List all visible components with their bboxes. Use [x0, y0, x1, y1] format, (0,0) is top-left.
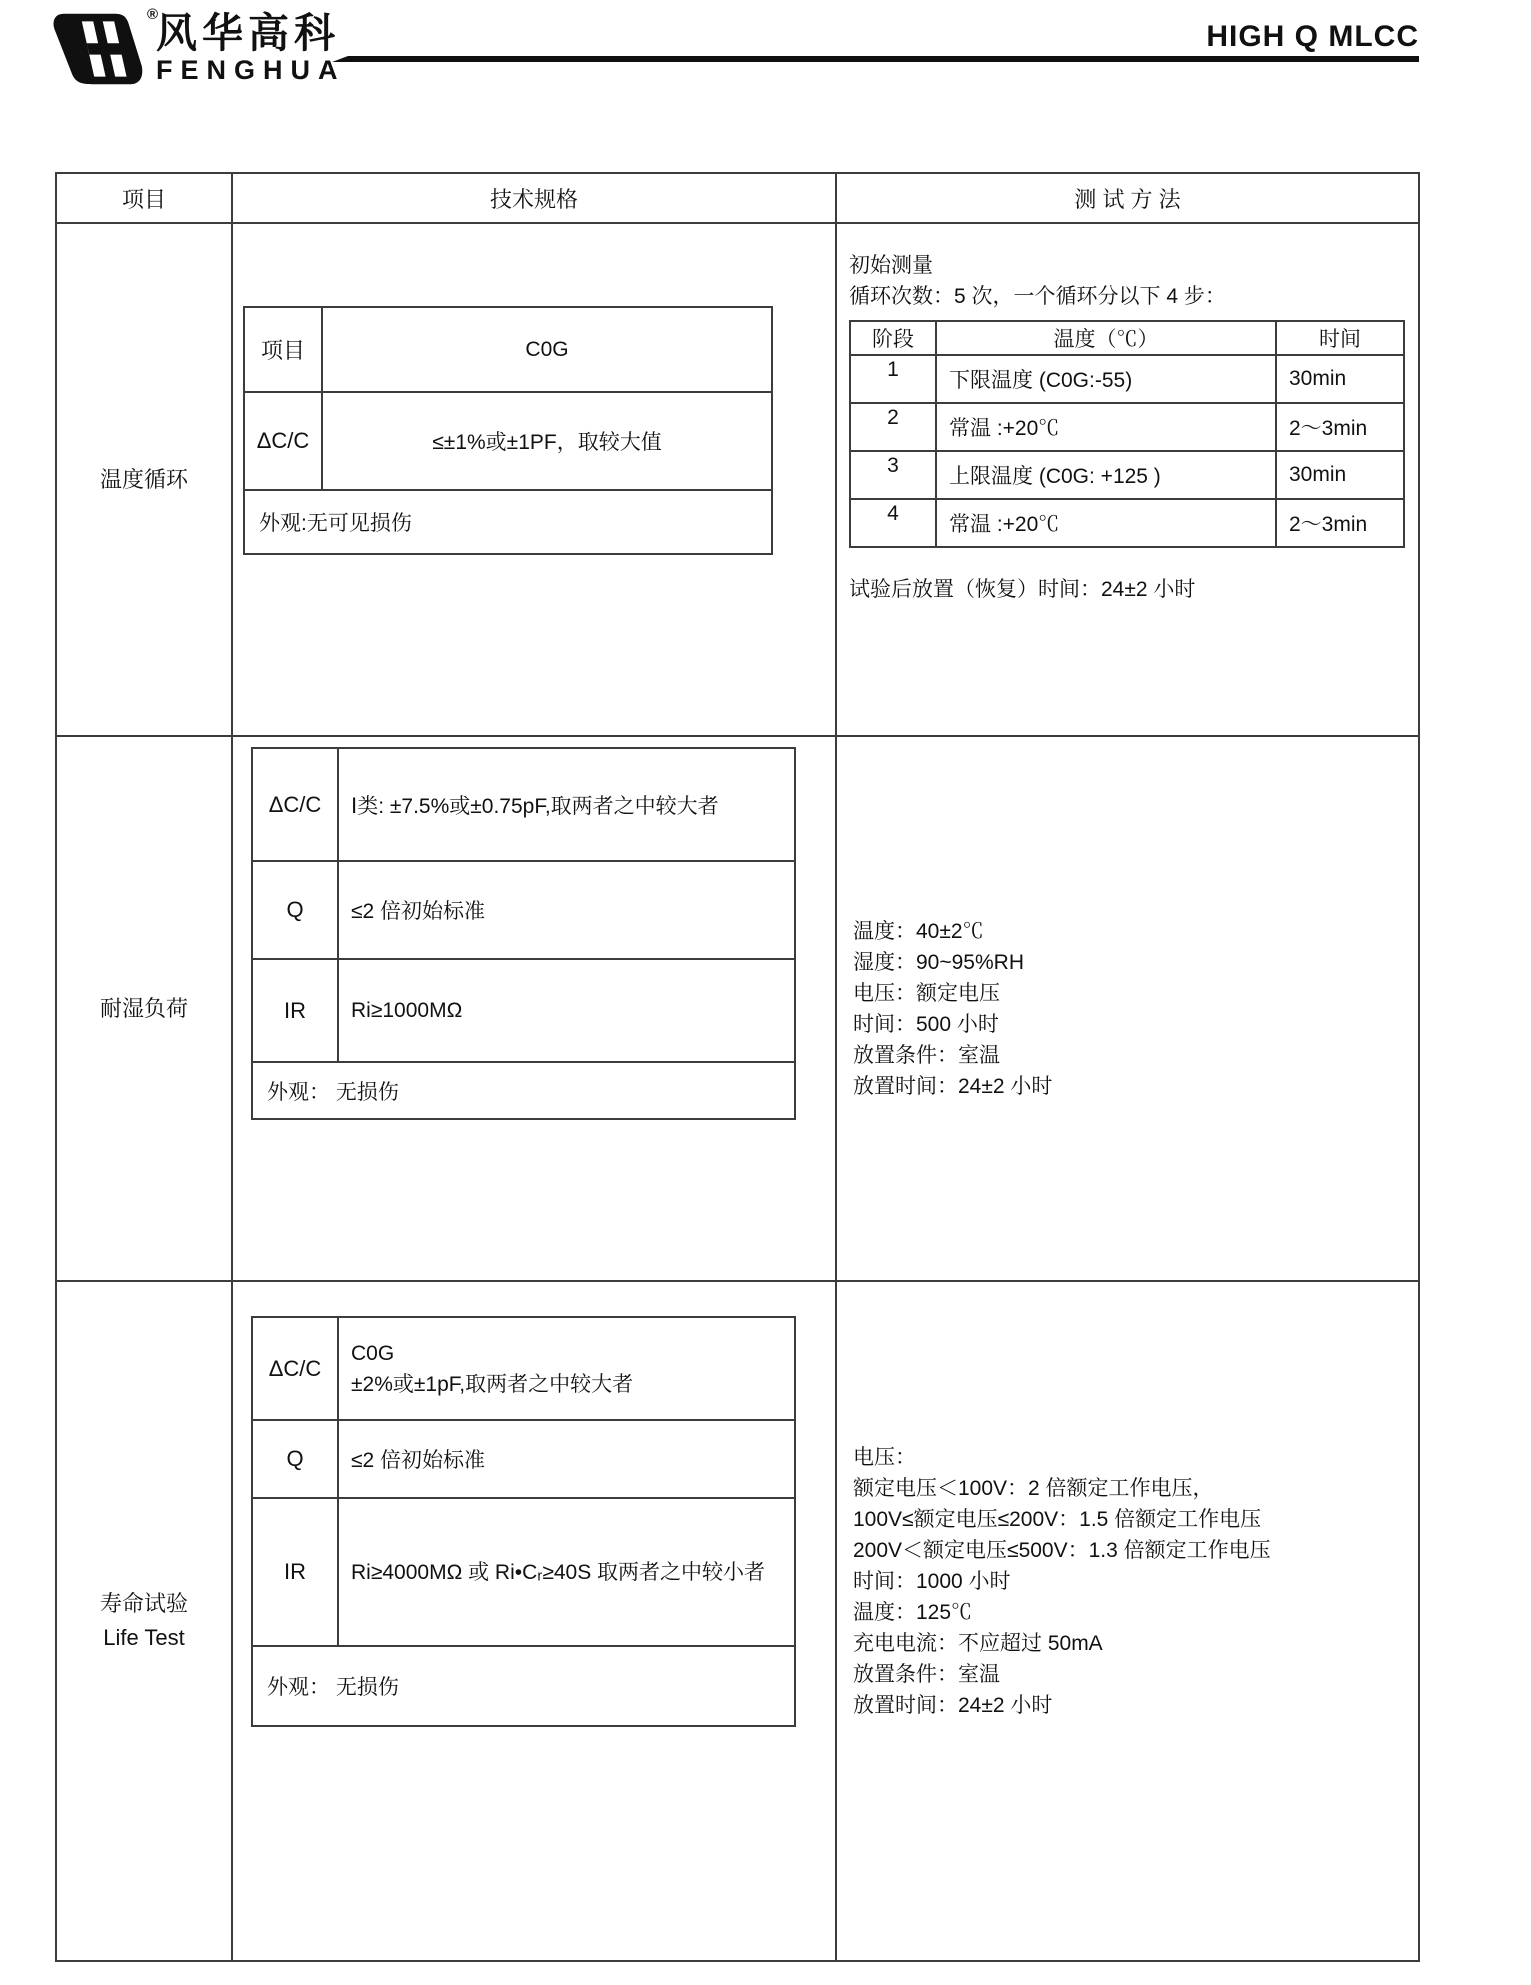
document-title: HIGH Q MLCC	[1206, 20, 1419, 53]
appearance-note: 外观:无可见损伤	[259, 512, 412, 535]
item-label: 耐湿负荷	[99, 995, 188, 1021]
spec-value: C0G	[525, 337, 569, 361]
spec-value: Ri≥1000MΩ	[351, 998, 463, 1022]
method-line: 湿度：90~95%RH	[853, 950, 1024, 974]
steps-row	[851, 452, 1403, 500]
method-line: 时间：1000 小时	[853, 1570, 1011, 1593]
brand-name-en: FENGHUA	[156, 55, 346, 85]
steps-row	[851, 404, 1403, 452]
appearance-note: 外观： 无损伤	[267, 1080, 399, 1104]
table-header-row	[57, 174, 1418, 224]
spec-label: IR	[253, 1499, 339, 1645]
stage-temp: 上限温度 (C0G: +125 )	[937, 452, 1277, 498]
method-line: 电压：额定电压	[853, 981, 1000, 1005]
spec-label: Q	[253, 1421, 339, 1497]
inner-spec-table	[243, 306, 773, 555]
method-line: 放置条件：室温	[853, 1043, 1000, 1067]
spec-row	[253, 749, 794, 862]
steps-header-row	[851, 322, 1403, 356]
spec-row-appearance	[253, 1647, 794, 1725]
method-line: 充电电流：不应超过 50mA	[853, 1632, 1103, 1655]
method-cell-life-test	[837, 1282, 1418, 1960]
header-rule	[348, 56, 1419, 62]
method-line: 电压：	[853, 1446, 916, 1469]
stage-number: 3	[851, 452, 937, 498]
method-line: 温度：125℃	[853, 1601, 973, 1624]
spec-row	[253, 960, 794, 1063]
steps-col-temp: 温度（℃）	[937, 322, 1277, 354]
spec-row	[245, 308, 771, 393]
method-line: 放置条件：室温	[853, 1663, 1000, 1686]
spec-label: ΔC/C	[253, 1318, 339, 1419]
method-line: 200V＜额定电压≤500V：1.3 倍额定工作电压	[853, 1539, 1271, 1562]
method-line: 温度：40±2℃	[853, 919, 984, 943]
fenghua-logo	[50, 8, 346, 88]
table-row-life-test	[57, 1282, 1418, 1960]
cycle-steps-table	[849, 320, 1405, 548]
method-line: 额定电压＜100V：2 倍额定工作电压，	[853, 1477, 1214, 1500]
steps-row	[851, 500, 1403, 546]
stage-number: 2	[851, 404, 937, 450]
spec-value: ≤±1%或±1PF，取较大值	[432, 431, 662, 454]
stage-number: 1	[851, 356, 937, 402]
spec-label: ΔC/C	[253, 749, 339, 860]
recovery-note: 试验后放置（恢复）时间：24±2 小时	[849, 578, 1196, 601]
method-line: 循环次数：5 次，一个循环分以下 4 步：	[849, 285, 1226, 308]
spec-value: Ri≥4000MΩ 或 Ri•Cᵣ≥40S 取两者之中较小者	[351, 1560, 766, 1584]
spec-row	[245, 393, 771, 491]
item-cell-humidity-load	[57, 737, 233, 1280]
stage-number: 4	[851, 500, 937, 546]
inner-spec-table	[251, 747, 796, 1120]
item-label-cn: 寿命试验	[99, 1591, 188, 1616]
spec-value: Ⅰ类: ±7.5%或±0.75pF,取两者之中较大者	[351, 794, 719, 818]
spec-row	[253, 862, 794, 960]
spec-row	[253, 1318, 794, 1421]
table-row-humidity-load	[57, 737, 1418, 1282]
spec-value	[339, 1318, 794, 1419]
spec-row-appearance	[253, 1063, 794, 1118]
stage-temp: 常温 :+20℃	[937, 404, 1277, 450]
col-header-spec: 技术规格	[233, 174, 837, 222]
stage-time: 30min	[1289, 367, 1347, 390]
stage-time: 30min	[1289, 463, 1347, 486]
method-cell-temperature-cycle	[837, 224, 1418, 735]
item-cell-life-test	[57, 1282, 233, 1960]
spec-label: 项目	[245, 308, 323, 391]
steps-col-stage: 阶段	[851, 322, 937, 354]
brand-name-cn: 风华高科	[156, 10, 340, 56]
registered-mark: ®	[146, 6, 158, 23]
method-line: 初始测量	[849, 254, 933, 277]
item-cell-temperature-cycle	[57, 224, 233, 735]
method-line: 放置时间：24±2 小时	[853, 1694, 1053, 1717]
col-header-item: 项目	[57, 174, 233, 222]
spec-value-line: C0G	[351, 1341, 395, 1365]
spec-row	[253, 1421, 794, 1499]
spec-label: Q	[253, 862, 339, 958]
inner-spec-table	[251, 1316, 796, 1727]
spec-value: ≤2 倍初始标准	[351, 1449, 486, 1472]
spec-cell-temperature-cycle	[233, 224, 837, 735]
stage-time: 2～3min	[1289, 513, 1368, 536]
col-header-method: 测 试 方 法	[1074, 186, 1181, 212]
stage-time: 2～3min	[1289, 417, 1368, 440]
spec-row-appearance	[245, 491, 771, 553]
table-row-temperature-cycle	[57, 224, 1418, 737]
spec-cell-humidity-load	[233, 737, 837, 1280]
item-label-en: Life Test	[103, 1625, 185, 1650]
item-label: 温度循环	[99, 466, 188, 492]
method-line: 放置时间：24±2 小时	[853, 1074, 1053, 1098]
spec-label: IR	[253, 960, 339, 1061]
steps-col-time: 时间	[1319, 328, 1361, 351]
appearance-note: 外观： 无损伤	[267, 1676, 399, 1699]
spec-cell-life-test	[233, 1282, 837, 1960]
stage-temp: 常温 :+20℃	[937, 500, 1277, 546]
item-label	[100, 1587, 188, 1655]
fenghua-logo-icon	[50, 6, 158, 88]
spec-value-line: ±2%或±1pF,取两者之中较大者	[351, 1372, 634, 1396]
spec-row	[253, 1499, 794, 1647]
steps-row	[851, 356, 1403, 404]
spec-value: ≤2 倍初始标准	[351, 900, 486, 923]
method-cell-humidity-load	[837, 737, 1418, 1280]
method-line: 时间：500 小时	[853, 1012, 999, 1036]
brand-text	[156, 11, 346, 85]
spec-label: ΔC/C	[245, 393, 323, 489]
method-line: 100V≤额定电压≤200V：1.5 倍额定工作电压	[853, 1508, 1262, 1531]
spec-table	[55, 172, 1420, 1962]
stage-temp: 下限温度 (C0G:-55)	[937, 356, 1277, 402]
